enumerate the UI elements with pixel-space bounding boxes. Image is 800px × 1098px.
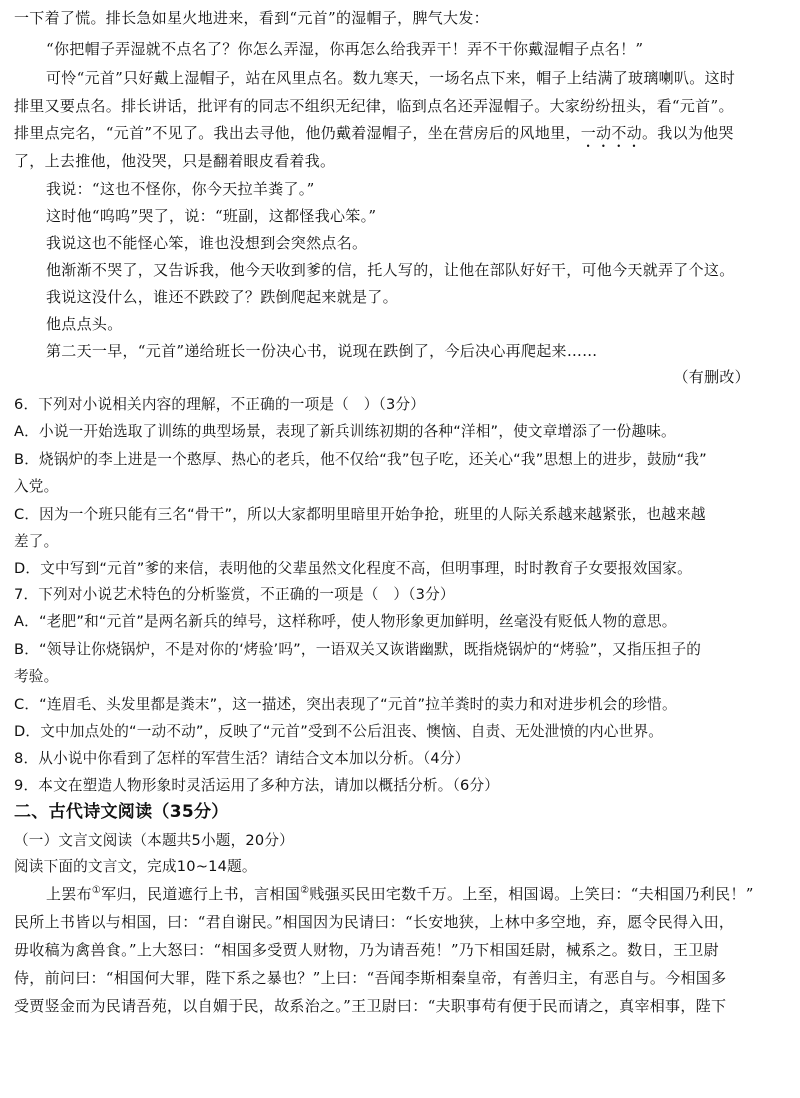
option-7b-cont: 考验。 bbox=[14, 668, 59, 685]
story-line: 他渐渐不哭了，又告诉我，他今天收到爹的信，托人写的，让他在部队好好干，可他今天就弄了个这。 bbox=[46, 261, 735, 279]
reading-instruction: 阅读下面的文言文，完成10~14题。 bbox=[14, 858, 257, 875]
underlined-sentence: 数日，王卫尉 bbox=[627, 941, 719, 959]
source-note: （有删改） bbox=[673, 368, 750, 386]
story-line: 他点点头。 bbox=[46, 315, 123, 333]
option-6c-cont: 差了。 bbox=[14, 533, 59, 550]
story-line: 了，上去推他，他没哭，只是翻着眼皮看着我。 bbox=[14, 152, 336, 170]
option-6d: D．文中写到“元首”爹的来信，表明他的父辈虽然文化程度不高，但明事理，时时教育子女要报效国家。 bbox=[14, 560, 692, 577]
question-7: 7．下列对小说艺术特色的分析鉴赏，不正确的一项是（ ）（3分） bbox=[14, 586, 455, 603]
classical-line: 受贾竖金而为民请吾苑，以自媚于民，故系治之。”王卫尉曰：“夫职事苟有便于民而请之，真宰相事，陛下 bbox=[14, 997, 727, 1015]
story-line: 排里又要点名。排长讲话，批评有的同志不组织无纪律，临到点名还弄湿帽子。大家纷纷扭头，看“元首”。 bbox=[14, 97, 734, 115]
section-title: 二、古代诗文阅读（35分） bbox=[14, 802, 229, 822]
question-9: 9．本文在塑造人物形象时灵活运用了多种方法，请加以概括分析。（6分） bbox=[14, 777, 500, 794]
option-7c: C．“连眉毛、头发里都是粪末”，这一描述，突出表现了“元首”拉羊粪时的卖力和对进步机会的珍惜。 bbox=[14, 696, 677, 713]
classical-line: 毋收稿为禽兽食。”上大怒曰：“相国多受贾人财物，乃为请吾苑！”乃下相国廷尉，械系之。数日，王卫尉 bbox=[14, 941, 719, 959]
story-line: 这时他“呜呜”哭了，说：“班副，这都怪我心笨。” bbox=[46, 207, 377, 225]
story-line: 我说：“这也不怪你，你今天拉羊粪了。” bbox=[46, 180, 315, 198]
footnote-marker: ② bbox=[300, 885, 310, 896]
story-line: 我说这没什么，谁还不跌跤了？跌倒爬起来就是了。 bbox=[46, 288, 398, 306]
classical-line: 侍，前问曰：“相国何大罪，陛下系之暴也？”上曰：“吾闻李斯相秦皇帝，有善归主，有恶自与。今相国多 bbox=[14, 969, 727, 987]
option-7a: A．“老肥”和“元首”是两名新兵的绰号，这样称呼，使人物形象更加鲜明，丝毫没有贬低人物的意思。 bbox=[14, 613, 677, 630]
classical-line: 民所上书皆以与相国，曰：“君自谢民。”相国因为民请曰：“长安地狭，上林中多空地，弃，愿令民得入田， bbox=[14, 913, 735, 931]
emphasized-phrase: 一动不动 bbox=[580, 124, 642, 142]
footnote-marker: ① bbox=[91, 885, 102, 896]
option-6b-cont: 入党。 bbox=[14, 478, 59, 495]
story-line: 我说这也不能怪心笨，谁也没想到会突然点名。 bbox=[46, 234, 368, 252]
question-8: 8．从小说中你看到了怎样的军营生活？请结合文本加以分析。（4分） bbox=[14, 750, 470, 767]
option-6c: C．因为一个班只能有三名“骨干”，所以大家都明里暗里开始争抢，班里的人际关系越来越紧张，也越来越 bbox=[14, 506, 706, 523]
story-line: “你把帽子弄湿就不点名了？你怎么弄湿，你再怎么给我弄干！弄不干你戴湿帽子点名！” bbox=[46, 40, 644, 58]
story-line: 可怜“元首”只好戴上湿帽子，站在风里点名。数九寒天，一场名点下来，帽子上结满了玻璃喇叭。这时 bbox=[46, 69, 736, 87]
subsection-title: （一）文言文阅读（本题共5小题，20分） bbox=[14, 832, 294, 849]
story-line: 第二天一早，“元首”递给班长一份决心书，说现在跌倒了，今后决心再爬起来…… bbox=[46, 342, 598, 360]
option-6a: A．小说一开始选取了训练的典型场景，表现了新兵训练初期的各种“洋相”，使文章增添了一份趣味。 bbox=[14, 423, 676, 440]
question-6: 6．下列对小说相关内容的理解，不正确的一项是（ ）（3分） bbox=[14, 396, 426, 413]
option-7d: D．文中加点处的“一动不动”，反映了“元首”受到不公后沮丧、懊恼、自责、无处泄愤的内心世界。 bbox=[14, 723, 664, 740]
story-line: 一下着了慌。排长急如星火地进来，看到“元首”的湿帽子，脾气大发： bbox=[14, 9, 489, 27]
story-line: 排里点完名，“元首”不见了。我出去寻他，他仍戴着湿帽子，坐在营房后的风地里，一动不动。我以为他哭 bbox=[14, 124, 734, 142]
classical-line: 上罢布①军归，民道遮行上书，言相国②贱强买民田宅数千万。上至，相国谒。上笑曰：“夫相国乃利民！” bbox=[46, 885, 754, 903]
option-6b: B．烧锅炉的李上进是一个憨厚、热心的老兵，他不仅给“我”包子吃，还关心“我”思想上的进步，鼓励“我” bbox=[14, 451, 707, 468]
option-7b: B．“领导让你烧锅炉，不是对你的‘烤验’吗”，一语双关又诙谐幽默，既指烧锅炉的“烤验”，又指压担子的 bbox=[14, 641, 702, 658]
underlined-sentence: 侍，前问曰：“相国何大罪，陛下系之暴也？” bbox=[14, 969, 321, 987]
